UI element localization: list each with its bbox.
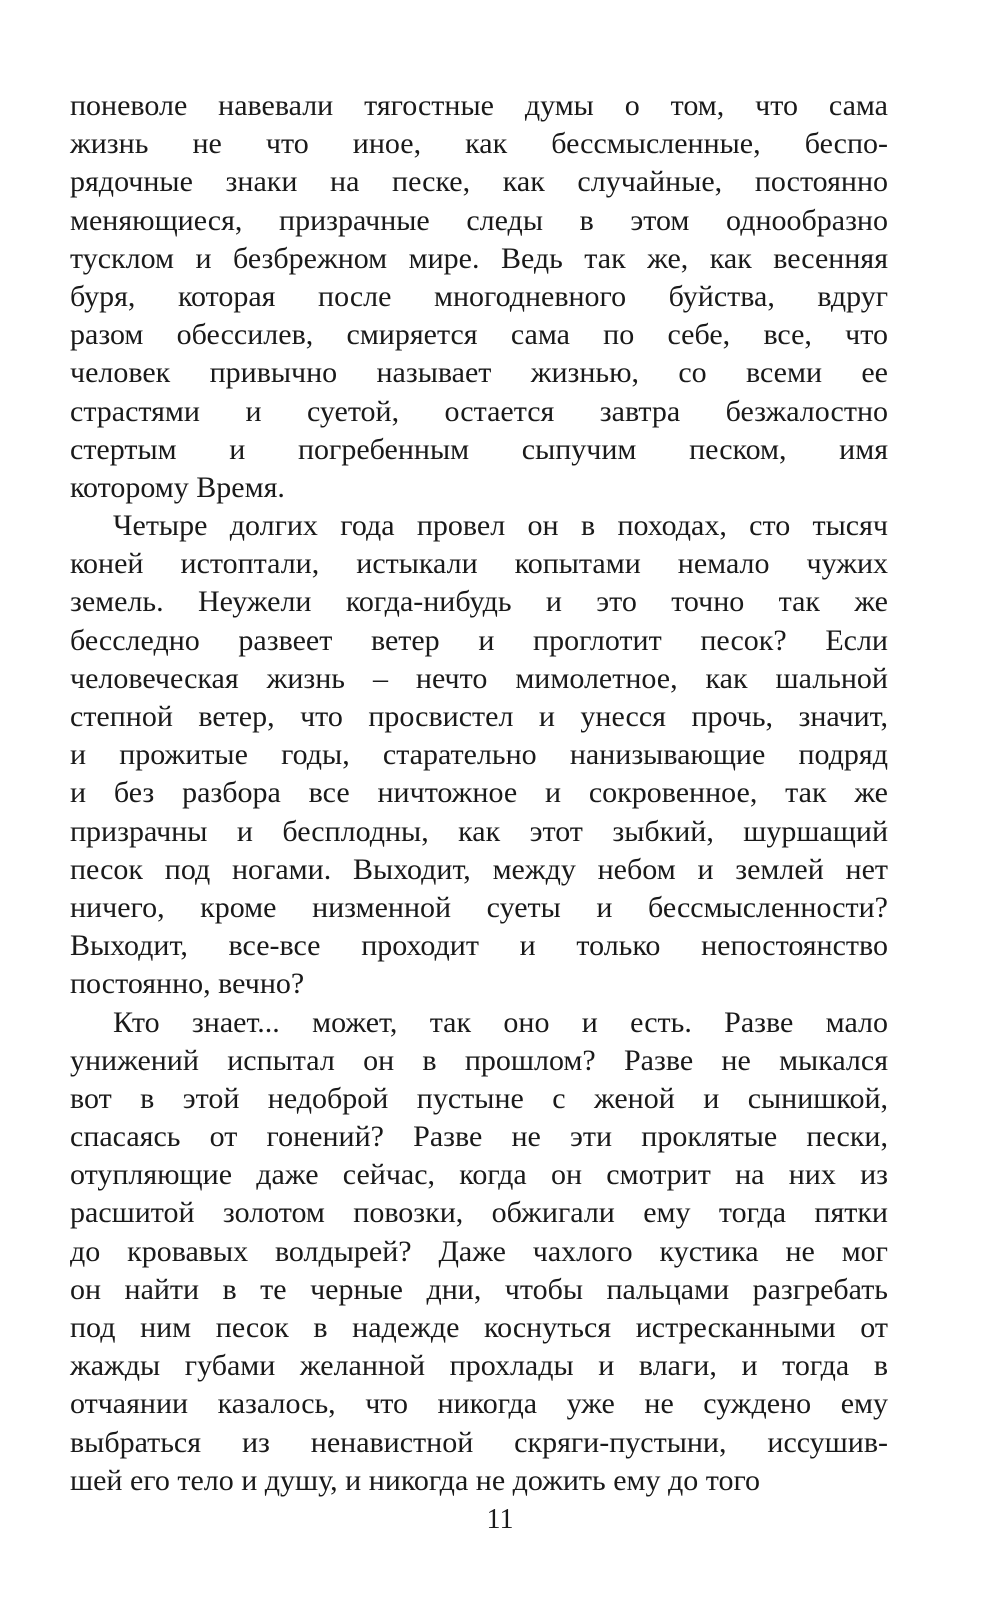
text-line: степной ветер, что просвистел и унесся прочь, значит,	[70, 700, 888, 733]
text-line: жизнь не что иное, как бессмысленные, беспо-	[70, 127, 888, 161]
text-line: буря, которая после многодневного буйства, вдруг	[70, 279, 888, 313]
text-line: рядочные знаки на песке, как случайные, постоянно	[70, 165, 888, 199]
text-line: бесследно развеет ветер и проглотит песок? Если	[70, 623, 888, 657]
text-line: тусклом и безбрежном мире. Ведь так же, как весенняя	[70, 241, 888, 275]
text-line: которому Время.	[70, 470, 285, 504]
paragraph	[70, 507, 888, 1003]
text-line: постоянно, вечно?	[70, 967, 305, 1001]
text-line: меняющиеся, призрачные следы в этом однообразно	[70, 203, 888, 237]
text-line: ничего, кроме низменной суеты и бессмысленности?	[70, 890, 888, 924]
text-line: стертым и погребенным сыпучим песком, имя	[70, 432, 888, 466]
text-line: и прожитые годы, старательно нанизывающие подряд	[70, 738, 888, 772]
text-line: призрачны и бесплодны, как этот зыбкий, шуршащий	[70, 814, 888, 848]
text-line: человек привычно называет жизнью, со всеми ее	[70, 356, 888, 390]
text-line: страстями и суетой, остается завтра безжалостно	[70, 394, 888, 428]
text-line: песок под ногами. Выходит, между небом и землей нет	[70, 852, 888, 886]
text-line: шей его тело и душу, и никогда не дожить ему до того	[70, 1463, 761, 1497]
text-line: Четыре долгих года провел он в походах, сто тысяч	[113, 509, 888, 543]
text-line: отчаянии казалось, что никогда уже не суждено ему	[70, 1387, 888, 1421]
text-line: до кровавых волдырей? Даже чахлого кустика не мог	[70, 1234, 888, 1268]
text-line: земель. Неужели когда-нибудь и это точно так же	[70, 585, 888, 619]
text-line: вот в этой недоброй пустыне с женой и сынишкой,	[70, 1081, 888, 1115]
text-line: унижений испытал он в прошлом? Разве не мыкался	[70, 1043, 888, 1077]
text-line: выбраться из ненавистной скряги-пустыни, иссушив-	[70, 1425, 888, 1459]
text-line: поневоле навевали тягостные думы о том, что сама	[70, 89, 888, 122]
text-line: расшитой золотом повозки, обжигали ему тогда пятки	[70, 1196, 888, 1230]
text-line: отупляющие даже сейчас, когда он смотрит на них из	[70, 1158, 888, 1192]
text-line: спасаясь от гонений? Разве не эти проклятые пески,	[70, 1120, 888, 1154]
text-line: и без разбора все ничтожное и сокровенное, так же	[70, 776, 888, 810]
text-line: Выходит, все-все проходит и только непостоянство	[70, 929, 888, 963]
text-line: Кто знает... может, так оно и есть. Разве мало	[113, 1005, 888, 1039]
paragraph	[70, 87, 888, 507]
text-line: коней истоптали, истыкали копытами немало чужих	[70, 547, 888, 581]
body-text	[70, 87, 888, 1500]
page-number: 11	[486, 1504, 514, 1535]
text-line: жажды губами желанной прохлады и влаги, и тогда в	[70, 1349, 888, 1383]
text-line: человеческая жизнь – нечто мимолетное, как шальной	[70, 661, 888, 695]
paragraph	[70, 1004, 888, 1500]
text-line: разом обессилев, смиряется сама по себе, все, что	[70, 318, 888, 352]
text-line: под ним песок в надежде коснуться истресканными от	[70, 1311, 888, 1344]
text-line: он найти в те черные дни, чтобы пальцами разгребать	[70, 1272, 888, 1306]
